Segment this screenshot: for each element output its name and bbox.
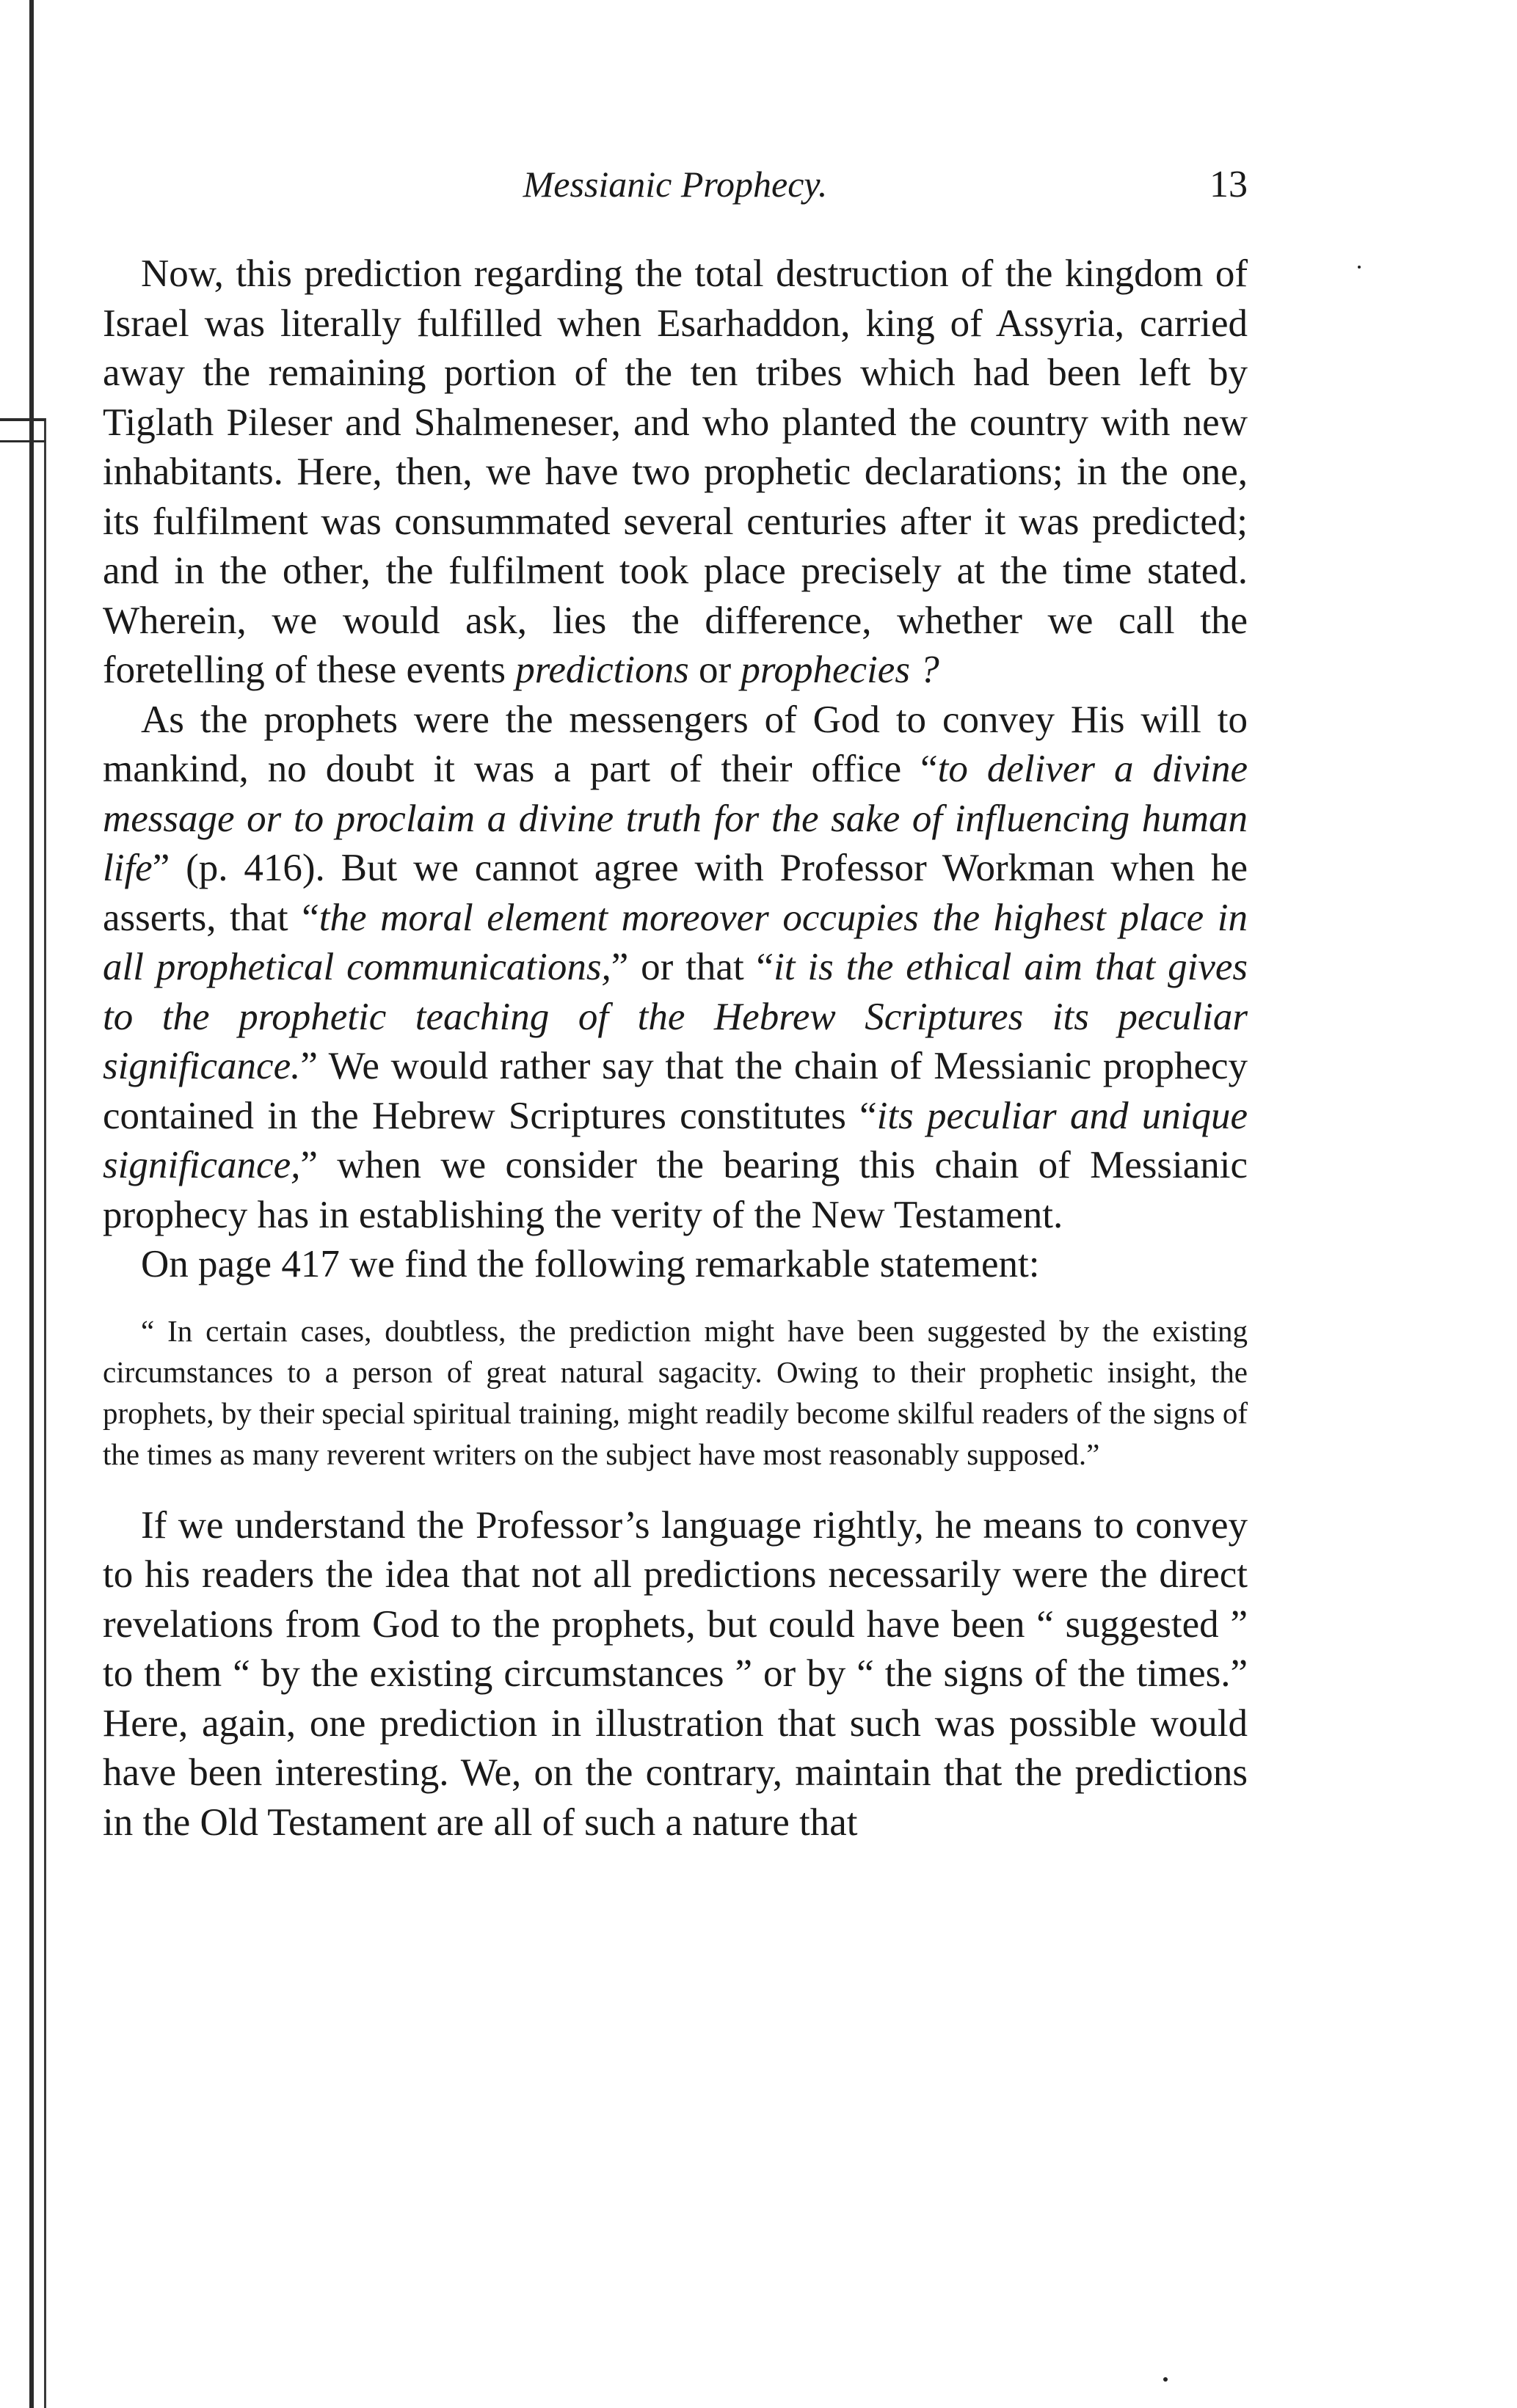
running-title: Messianic Prophecy. [523,164,828,205]
scan-speck [1163,2377,1168,2382]
paragraph-israel-prediction [103,249,1248,696]
paragraph-text: ” We would rather say that the chain of Messianic prophecy contained in the Hebrew Scriptures constitutes “ [103,1045,1248,1137]
page-header [103,163,1248,207]
emphasis-prophecies: prophecies ? [741,649,939,691]
paragraph-text: or [688,649,741,691]
scan-speck [1358,266,1361,269]
binding-edge-tick [0,418,46,421]
paragraph-text: ” when we consider the bearing this chain of Messianic prophecy has in establishing the verity of the New Testament. [103,1144,1248,1236]
quotation-moral-element: the moral element moreover occupies the highest place in all prophetical communications, [103,896,1248,988]
paragraph-text: ” or that “ [611,946,774,988]
emphasis-predictions: predictions [515,649,689,691]
body-text [103,249,1248,1847]
paragraph-professor-language: If we understand the Professor’s language rightly, he means to convey to his readers the idea that not all predictions necessarily were the direct revelations from God to the prophets, but could have been “ suggested ” to them “ by the existing circumstances ” or by “ the signs of the times.” Here, again, one prediction in illustration that such was possible would have been interesting. We, on the contrary, maintain that the predictions in the Old Testament are all of such a nature that [103,1503,1248,1844]
quotation-unique-significance: its peculiar and unique significance, [103,1094,1248,1186]
paragraph-text: Now, this prediction regarding the total destruction of the kingdom of Israel was literally fulfilled when Esarhaddon, king of Assyria, carried away the remaining portion of the ten tribes which had been left by Tiglath Pileser and Shalmeneser, and who planted the country with new inhabitants. Here, then, we have two prophetic declarations; in the one, its fulfilment was consummated several centuries after it was predicted; and in the other, the fulfilment took place precisely at the time stated. Wherein, we would ask, lies the difference, whether we call the foretelling of these events [103,252,1248,691]
quotation-ethical-aim: it is the ethical aim that gives to the prophetic teaching of the Hebrew Scriptures its peculiar significance. [103,946,1248,1087]
binding-edge-inner-line [44,418,46,2408]
paragraph-prophets-messengers [103,696,1248,1241]
paragraph-text: As the prophets were the messengers of God to convey His will to mankind, no doubt it was a part of their office “ [103,698,1248,790]
block-quotation: “ In certain cases, doubtless, the prediction might have been suggested by the existing circumstances to a person of great natural sagacity. Owing to their prophetic insight, the prophets, by their special spiritual training, might readily become skilful readers of the signs of the times as many reverent writers on the subject have most reasonably supposed.” [103,1313,1248,1471]
quotation-divine-message: to deliver a divine message or to proclaim a divine truth for the sake of influencing human life [103,748,1248,889]
binding-edge-line [29,0,34,2408]
paragraph-page-417-intro: On page 417 we find the following remarkable statement: [141,1243,1040,1285]
binding-edge-tick-lower [0,440,46,442]
page-number: 13 [1209,164,1248,205]
paragraph-text: ” (p. 416). But we cannot agree with Professor Workman when he asserts, that “ [103,847,1248,939]
